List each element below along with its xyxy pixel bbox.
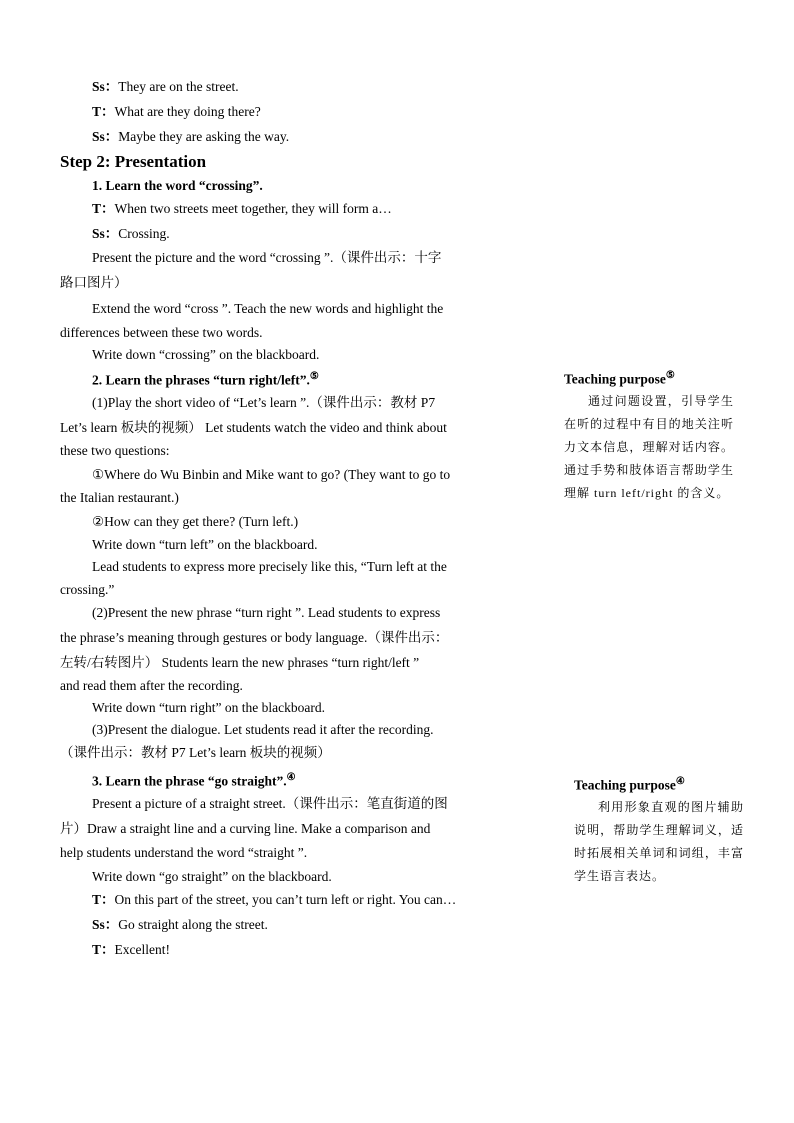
speaker: Ss： <box>92 917 119 932</box>
dialogue-line: T：When two streets meet together, they will form a… <box>92 201 392 216</box>
paragraph-line: Extend the word “cross ”. Teach the new words and highlight the <box>92 301 444 316</box>
step-heading: Step 2: Presentation <box>60 152 207 171</box>
paragraph-line: Write down “crossing” on the blackboard. <box>92 347 320 362</box>
paragraph-line: Write down “turn left” on the blackboard. <box>92 537 318 552</box>
speaker: Ss： <box>92 79 119 94</box>
paragraph-line: crossing.” <box>60 582 115 597</box>
dialogue-line: Ss：Maybe they are asking the way. <box>92 129 290 144</box>
speaker: T： <box>92 201 115 216</box>
paragraph-line: Write down “turn right” on the blackboard. <box>92 700 326 715</box>
paragraph-line: Present a picture of a straight street.（课件出示：笔直街道的图 <box>92 796 448 811</box>
footnote-mark: ⑤ <box>309 371 319 382</box>
paragraph-line: Write down “go straight” on the blackboard. <box>92 869 332 884</box>
footnote-mark: ④ <box>286 772 296 783</box>
paragraph-line: the Italian restaurant.) <box>60 490 179 505</box>
paragraph-line: differences between these two words. <box>60 325 263 340</box>
teaching-purpose-note <box>564 370 734 505</box>
note-text: 利用形象直观的图片辅助说明，帮助学生理解词义，适时拓展相关单词和词组，丰富学生语言表达。 <box>574 799 744 883</box>
paragraph-line: (3)Present the dialogue. Let students read it after the recording. <box>92 722 434 737</box>
paragraph-line: the phrase’s meaning through gestures or body language.（课件出示： <box>60 630 449 645</box>
footnote-mark: ④ <box>675 776 685 787</box>
section-heading: 2. Learn the phrases “turn right/left”.⑤ <box>92 371 319 388</box>
paragraph-line: (1)Play the short video of “Let’s learn ”.（课件出示：教材 P7 <box>92 395 436 410</box>
paragraph-line: Let’s learn 板块的视频） Let students watch the video and think about <box>60 420 447 435</box>
dialogue-line: T：What are they doing there? <box>92 104 261 119</box>
paragraph-line: 片）Draw a straight line and a curving line. Make a comparison and <box>60 821 431 836</box>
note-title: Teaching purpose④ <box>574 776 685 793</box>
speaker: Ss： <box>92 129 119 144</box>
speaker: Ss： <box>92 226 119 241</box>
dialogue-line: Ss：Go straight along the street. <box>92 917 268 932</box>
dialogue-line: T：Excellent! <box>92 942 170 957</box>
paragraph-line: (2)Present the new phrase “turn right ”. Lead students to express <box>92 605 441 620</box>
paragraph-line: these two questions: <box>60 443 170 458</box>
paragraph-line: Lead students to express more precisely like this, “Turn left at the <box>92 559 447 574</box>
speaker: T： <box>92 942 115 957</box>
dialogue-line: T：On this part of the street, you can’t turn left or right. You can… <box>92 892 457 907</box>
speaker: T： <box>92 892 115 907</box>
paragraph-line: ②How can they get there? (Turn left.) <box>92 514 299 529</box>
dialogue-line: Ss：Crossing. <box>92 226 170 241</box>
paragraph-line: help students understand the word “straight ”. <box>60 845 308 860</box>
paragraph-line: Present the picture and the word “crossing ”.（课件出示：十字 <box>92 250 442 265</box>
paragraph-line: and read them after the recording. <box>60 678 243 693</box>
teaching-purpose-note <box>574 776 744 888</box>
section-heading: 1. Learn the word “crossing”. <box>92 178 263 193</box>
footnote-mark: ⑤ <box>665 370 675 381</box>
paragraph-line: 路口图片） <box>60 275 128 290</box>
paragraph-line: ①Where do Wu Binbin and Mike want to go? (They want to go to <box>92 467 451 482</box>
paragraph-line: （课件出示：教材 P7 Let’s learn 板块的视频） <box>60 745 331 760</box>
note-title: Teaching purpose⑤ <box>564 370 675 387</box>
paragraph-line: 左转/右转图片） Students learn the new phrases “turn right/left ” <box>60 655 420 670</box>
note-text: 通过问题设置，引导学生在听的过程中有目的地关注听力文本信息，理解对话内容。通过手势和肢体语言帮助学生理解 turn left/right 的含义。 <box>564 393 734 500</box>
speaker: T： <box>92 104 115 119</box>
dialogue-line: Ss：They are on the street. <box>92 79 239 94</box>
section-heading: 3. Learn the phrase “go straight”.④ <box>92 772 296 789</box>
